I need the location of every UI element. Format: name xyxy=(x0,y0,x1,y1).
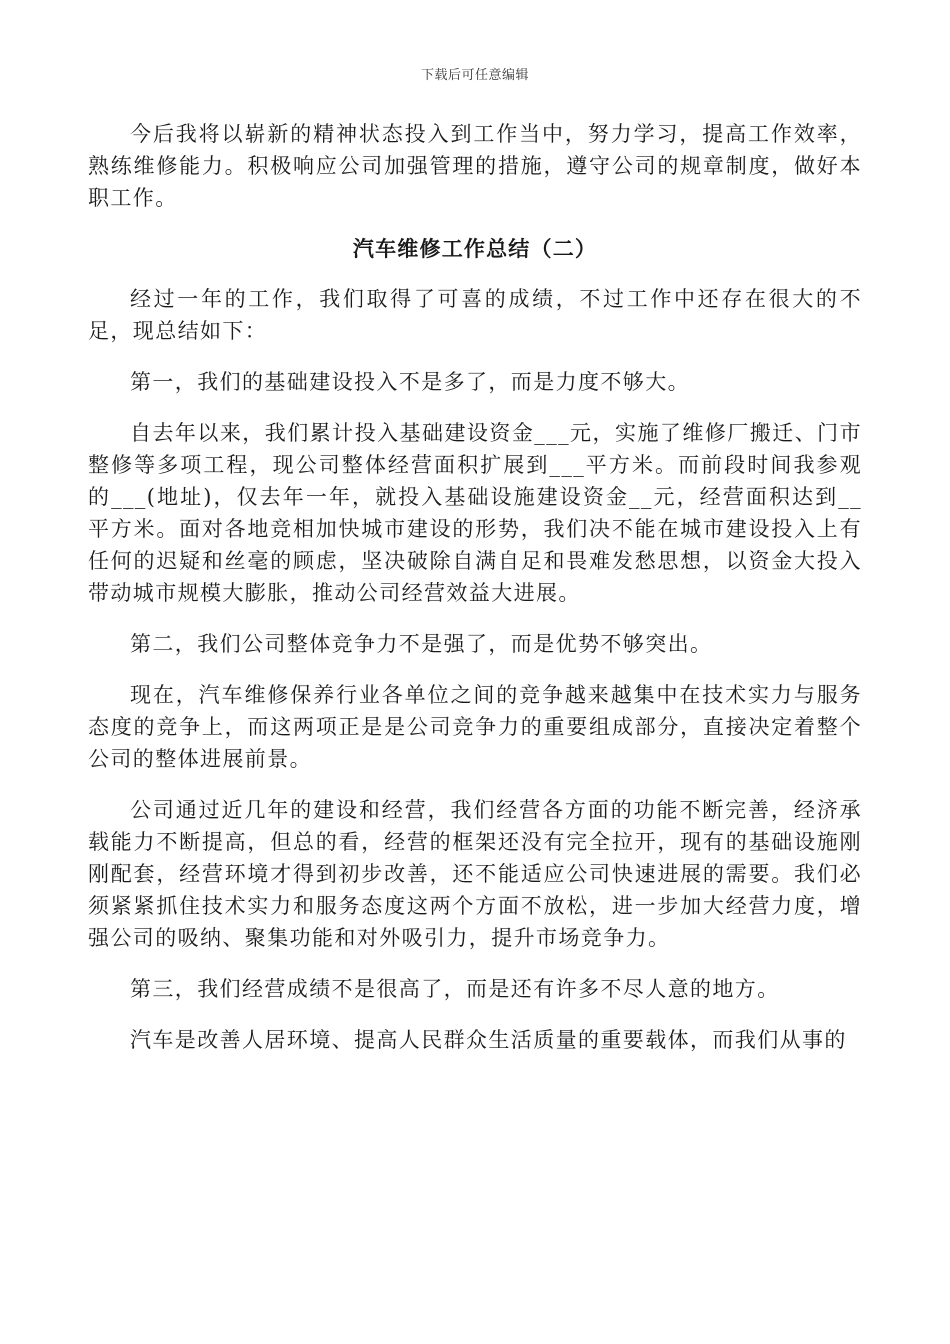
paragraph-automobile: 汽车是改善人居环境、提高人民群众生活质量的重要载体，而我们从事的 xyxy=(130,1028,847,1052)
paragraph-competition: 现在，汽车维修保养行业各单位之间的竞争越来越集中在技术实力与服务态度的竞争上，而这两项正是是公司竞争力的重要组成部分，直接决定着整个公司的整体进展前景。 xyxy=(88,683,862,771)
intro-paragraph: 今后我将以崭新的精神状态投入到工作当中，努力学习，提高工作效率，熟练维修能力。积极响应公司加强管理的措施，遵守公司的规章制度，做好本职工作。 xyxy=(88,122,862,210)
paragraph-point-two: 第二，我们公司整体竞争力不是强了，而是优势不够突出。 xyxy=(130,632,713,656)
paragraph-point-three: 第三，我们经营成绩不是很高了，而是还有许多不尽人意的地方。 xyxy=(130,977,780,1001)
paragraph-summary-intro: 经过一年的工作，我们取得了可喜的成绩，不过工作中还存在很大的不足，现总结如下： xyxy=(88,287,862,343)
paragraph-infrastructure: 自去年以来，我们累计投入基础建设资金___元，实施了维修厂搬迁、门市整修等多项工程，现公司整体经营面积扩展到___平方米。而前段时间我参观的___(地址)，仅去年一年，就投入基础设施建设资金__元，经营面积达到__平方米。面对各地竞相加快城市建设的形势，我们决不能在城市建设投入上有任何的迟疑和丝毫的顾虑，坚决破除自满自足和畏难发愁思想，以资金大投入带动城市规模大膨胀，推动公司经营效益大进展。 xyxy=(88,421,862,605)
paragraph-development: 公司通过近几年的建设和经营，我们经营各方面的功能不断完善，经济承载能力不断提高，但总的看，经营的框架还没有完全拉开，现有的基础设施刚刚配套，经营环境才得到初步改善，还不能适应公司快速进展的需要。我们必须紧紧抓住技术实力和服务态度这两个方面不放松，进一步加大经营力度，增强公司的吸纳、聚集功能和对外吸引力，提升市场竞争力。 xyxy=(88,798,862,950)
page-header-note: 下载后可任意编辑 xyxy=(420,68,529,83)
document-body xyxy=(88,118,862,1075)
paragraph-point-one: 第一，我们的基础建设投入不是多了，而是力度不够大。 xyxy=(130,370,690,394)
section-title: 汽车维修工作总结（二） xyxy=(352,236,598,261)
